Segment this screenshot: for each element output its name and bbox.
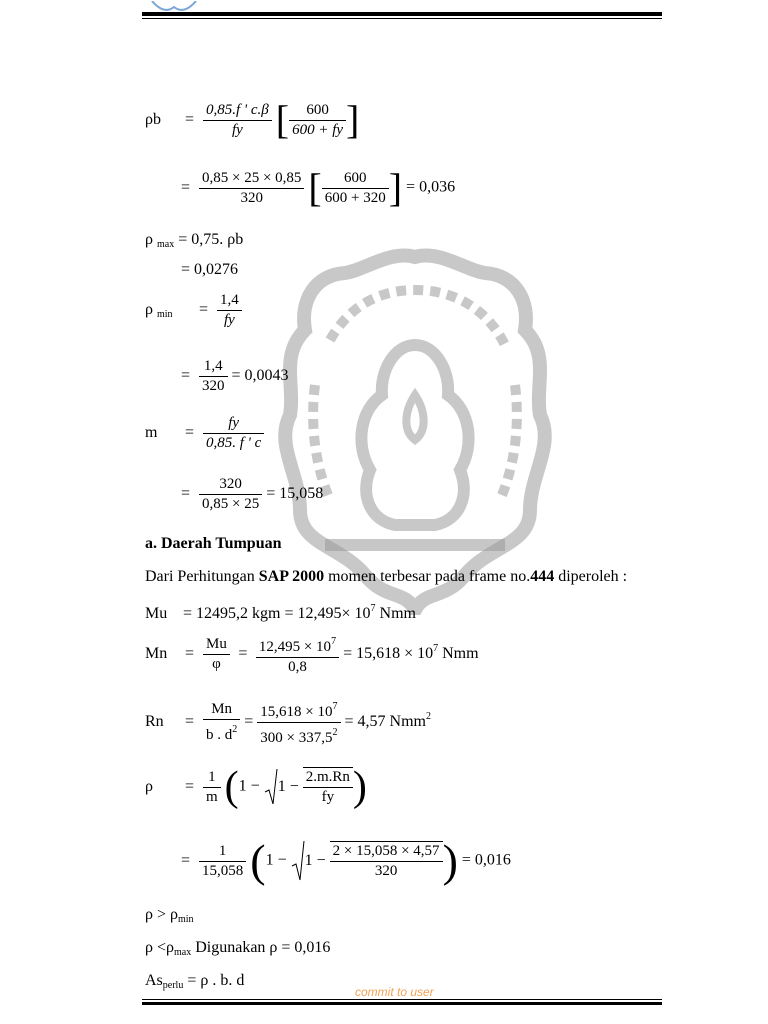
logo-fragment — [150, 0, 198, 12]
eq-rho-max: ρ $_{max}$ = 0,75. ρb — [145, 231, 244, 250]
footer-rule-thin — [142, 999, 662, 1000]
eq-rho-b-2: = $\frac{0,85 \times 25 \times 0,85}{320}$ [ $\frac{600}{600 + 320}$ ] = 0,036 — [181, 165, 456, 210]
eq-rho-max-2: = 0,0276 — [181, 261, 239, 278]
eq-rho-min: ρ $_{min}$ = $\frac{1,4}{fy}$ — [145, 291, 242, 330]
header-rule-thin — [142, 18, 662, 19]
footer-note: commit to user — [355, 985, 434, 999]
eq-rho-b: ρb = $\frac{0,85.f ' c.\beta}{fy}$ [ $\frac{600}{600 + fy}$ ] — [145, 97, 360, 142]
eq-m-2: = $\frac{320}{0,85 \times 25}$ = 15,058 — [181, 476, 324, 512]
section-title: a. Daerah Tumpuan — [145, 535, 282, 552]
eq-mu: Mu = 12495,2 kgm = $12,495\times 10^7$ Nmm — [145, 603, 416, 622]
eq-rho-min-2: = $\frac{1,4}{320}$ = 0,0043 — [181, 358, 289, 394]
eq-m: m = $\frac{fy}{0,85. f ' c}$ — [145, 414, 264, 453]
eq-as-perlu: $As_{perlu} = \rho$ . b. d — [145, 972, 245, 991]
university-seal-icon — [270, 245, 560, 615]
header-rule-thick — [142, 12, 662, 16]
eq-rn: Rn = $\frac{Mn}{b . d^2}$ = $\frac{15,618 \times 10^7}{300 \times 337,5^2}$ = 4,57 Nmm$^2$ — [145, 697, 431, 748]
condition-rho-max: $\rho <\rho_{max}$ Digunakan ρ = 0,016 — [145, 939, 331, 958]
footer-rule-thick — [142, 1002, 662, 1005]
paragraph-intro: Dari Perhitungan SAP 2000 momen terbesar pada frame no.444 diperoleh : — [145, 568, 628, 585]
eq-rho-2: = $\frac{1}{15,058}$ (1 − 1 − $\frac{2 \times 15,058 \times 4,57}{320}$ ) = 0,016 — [181, 835, 511, 886]
eq-rho: ρ = $\frac{1}{m}$ (1 − 1 − $\frac{2.m.Rn}{fy}$ ) — [145, 764, 367, 810]
eq-mn: Mn = $\frac{Mu}{\varphi}$ = $\frac{12,495 \times 10^7}{0,8}$ = $15,618 \times 10^7$ Nmm — [145, 632, 479, 677]
condition-rho-min: $\rho > \rho_{min}$ — [145, 906, 194, 925]
